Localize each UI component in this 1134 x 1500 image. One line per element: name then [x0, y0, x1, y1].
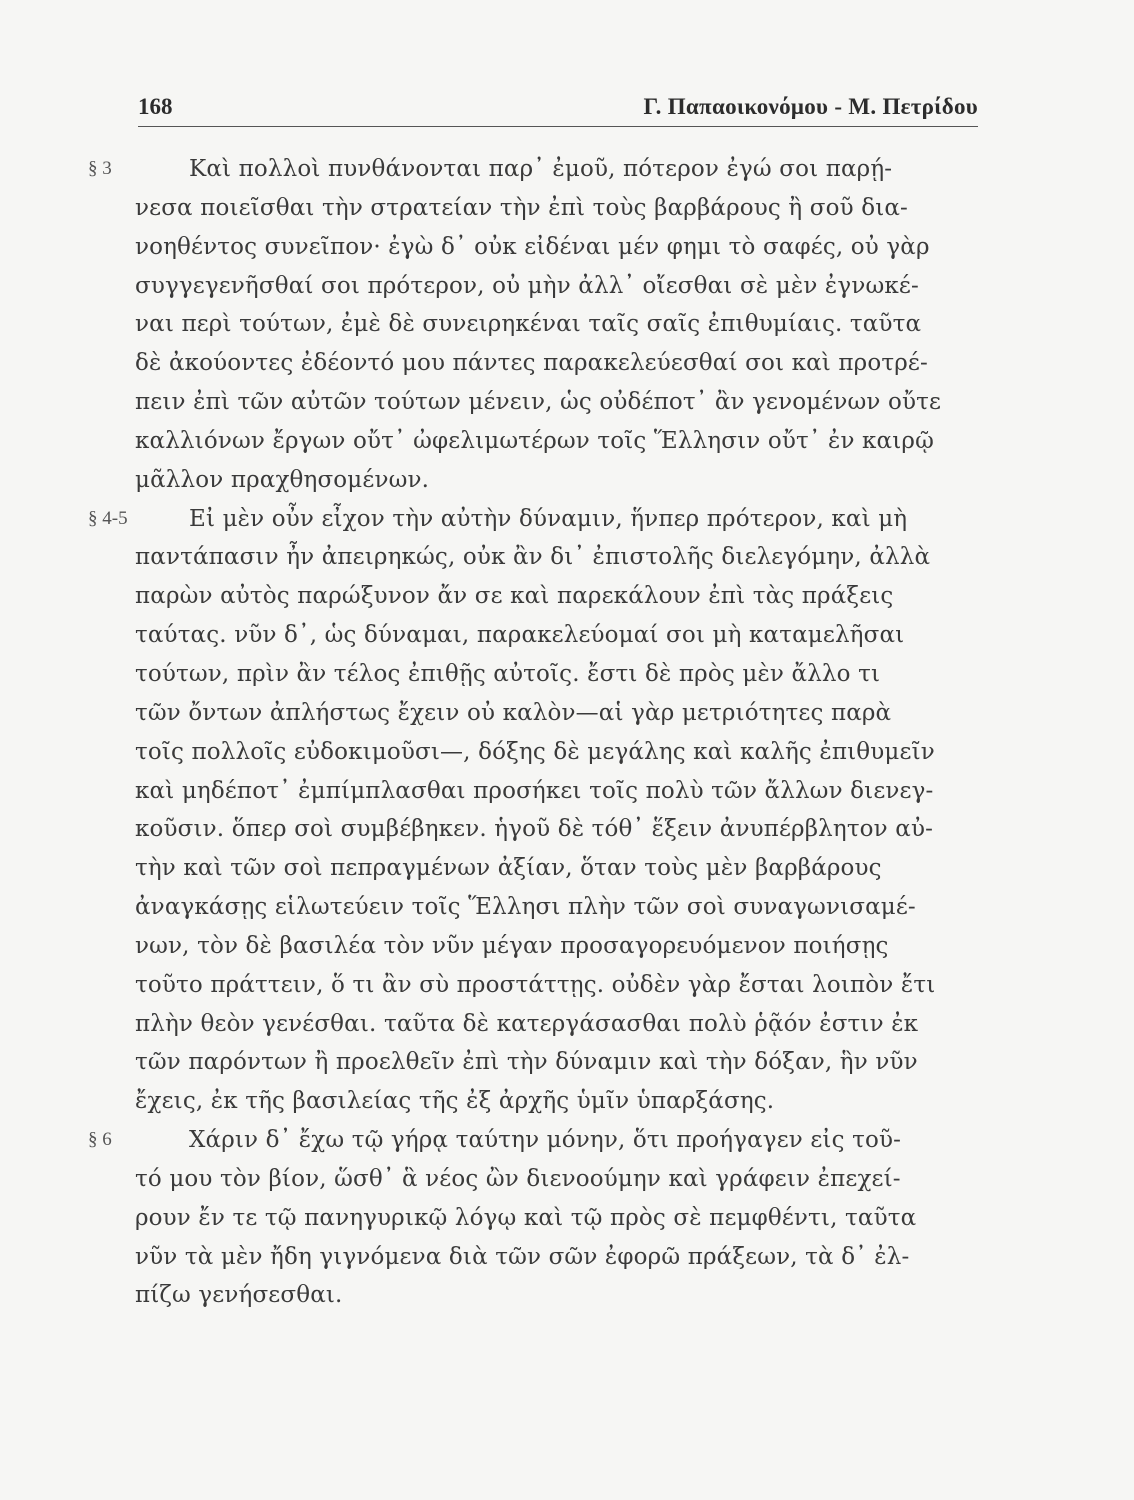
text-line: νῦν τὰ μὲν ἤδη γιγνόμενα διὰ τῶν σῶν ἐφορῶ πράξεων, τὰ δ᾽ ἐλ- — [135, 1243, 910, 1270]
text-line: νεσα ποιεῖσθαι τὴν στρατείαν τὴν ἐπὶ τοὺς βαρβάρους ἢ σοῦ δια- — [135, 194, 908, 221]
section-marker: § 3 — [88, 158, 112, 179]
page-header — [138, 92, 978, 127]
text-line: παντάπασιν ἦν ἀπειρηκώς, οὐκ ἂν δι᾽ ἐπιστολῆς διελεγόμην, ἀλλὰ — [135, 544, 931, 571]
section-marker: § 6 — [88, 1129, 112, 1151]
text-line: Χάριν δ᾽ ἔχω τῷ γήρᾳ ταύτην μόνην, ὅτι προήγαγεν εἰς τοῦ- — [189, 1127, 902, 1154]
body-text — [88, 150, 988, 1315]
paragraph-section-3 — [88, 150, 988, 500]
text-line: ἀναγκάσῃς εἱλωτεύειν τοῖς Ἕλλησι πλὴν τῶν σοὶ συναγωνισαμέ- — [135, 894, 916, 921]
text-line: παρὼν αὐτὸς παρώξυνον ἄν σε καὶ παρεκάλουν ἐπὶ τὰς πράξεις — [135, 583, 894, 610]
text-line: ρουν ἔν τε τῷ πανηγυρικῷ λόγῳ καὶ τῷ πρὸς σὲ πεμφθέντι, ταῦτα — [135, 1204, 917, 1231]
text-line: Καὶ πολλοὶ πυνθάνονται παρ᾽ ἐμοῦ, πότερον ἐγώ σοι παρῄ- — [189, 156, 893, 182]
text-line: τοῖς πολλοῖς εὐδοκιμοῦσι—, δόξης δὲ μεγάλης καὶ καλῆς ἐπιθυμεῖν — [135, 738, 935, 765]
text-line: τῶν ὄντων ἀπλήστως ἔχειν οὐ καλὸν—αἱ γὰρ μετριότητες παρὰ — [135, 699, 892, 726]
text-line: καλλιόνων ἔργων οὔτ᾽ ὠφελιμωτέρων τοῖς Ἕλλησιν οὔτ᾽ ἐν καιρῷ — [135, 427, 934, 454]
text-line: τό μου τὸν βίον, ὥσθ᾽ ἃ νέος ὢν διενοούμην καὶ γράφειν ἐπεχεί- — [135, 1165, 901, 1192]
text-line: πίζω γενήσεσθαι. — [135, 1282, 343, 1309]
text-line: συγγεγενῆσθαί σοι πρότερον, οὐ μὴν ἀλλ᾽ οἴεσθαι σὲ μὲν ἐγνωκέ- — [135, 272, 919, 299]
text-line: ἔχεις, ἐκ τῆς βασιλείας τῆς ἐξ ἀρχῆς ὑμῖν ὑπαρξάσης. — [135, 1088, 775, 1115]
text-line: πειν ἐπὶ τῶν αὐτῶν τούτων μένειν, ὡς οὐδέποτ᾽ ἂν γενομένων οὔτε — [135, 389, 942, 416]
text-line: δὲ ἀκούοντες ἐδέοντό μου πάντες παρακελεύεσθαί σοι καὶ προτρέ- — [135, 350, 928, 377]
section-marker: § 4-5 — [88, 507, 128, 529]
page-number: 168 — [138, 94, 173, 119]
text-line: πλὴν θεὸν γενέσθαι. ταῦτα δὲ κατεργάσασθαι πολὺ ῥᾷόν ἐστιν ἐκ — [135, 1010, 919, 1037]
text-line: μᾶλλον πραχθησομένων. — [135, 466, 430, 493]
text-line: νοηθέντος συνεῖπον· ἐγὼ δ᾽ οὐκ εἰδέναι μέν φημι τὸ σαφές, οὐ γὰρ — [135, 233, 930, 260]
text-line: τῶν παρόντων ἢ προελθεῖν ἐπὶ τὴν δύναμιν καὶ τὴν δόξαν, ἣν νῦν — [135, 1049, 918, 1076]
text-line: ταύτας. νῦν δ᾽, ὡς δύναμαι, παρακελεύομαί σοι μὴ καταμελῆσαι — [135, 622, 905, 649]
text-line: τὴν καὶ τῶν σοὶ πεπραγμένων ἀξίαν, ὅταν τοὺς μὲν βαρβάρους — [135, 855, 882, 882]
running-head: Γ. Παπαοικονόμου - Μ. Πετρίδου — [643, 94, 978, 119]
text-line: νων, τὸν δὲ βασιλέα τὸν νῦν μέγαν προσαγορευόμενον ποιήσῃς — [135, 932, 889, 959]
text-line: ναι περὶ τούτων, ἐμὲ δὲ συνειρηκέναι ταῖς σαῖς ἐπιθυμίαις. ταῦτα — [135, 311, 922, 338]
text-line: τοῦτο πράττειν, ὅ τι ἂν σὺ προστάττῃς. οὐδὲν γὰρ ἔσται λοιπὸν ἔτι — [135, 971, 936, 998]
paragraph-section-4-5 — [88, 500, 988, 1122]
text-line: καὶ μηδέποτ᾽ ἐμπίμπλασθαι προσήκει τοῖς πολὺ τῶν ἄλλων διενεγ- — [135, 777, 934, 804]
text-line: τούτων, πρὶν ἂν τέλος ἐπιθῇς αὐτοῖς. ἔστι δὲ πρὸς μὲν ἄλλο τι — [135, 660, 881, 687]
text-line: κοῦσιν. ὅπερ σοὶ συμβέβηκεν. ἡγοῦ δὲ τόθ᾽ ἕξειν ἀνυπέρβλητον αὐ- — [135, 816, 934, 843]
text-line: Εἰ μὲν οὖν εἶχον τὴν αὐτὴν δύναμιν, ἥνπερ πρότερον, καὶ μὴ — [189, 505, 908, 532]
paragraph-section-6 — [88, 1121, 988, 1315]
